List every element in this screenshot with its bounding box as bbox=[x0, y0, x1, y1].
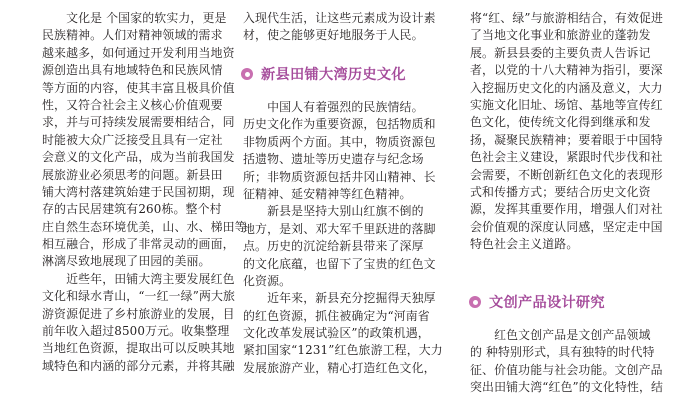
text-line: 征精神、延安精神等红色精神。 bbox=[243, 186, 412, 201]
text-line: 括遗物、遗址等历史遗存与纪念场 bbox=[243, 152, 424, 167]
text-line: 文化改革发展试验区”的政策机遇， bbox=[243, 326, 430, 341]
text-line: 中国人有着强烈的民族情结。 bbox=[243, 100, 424, 114]
text-line: 相互融合，形成了非常灵动的画面， bbox=[42, 237, 235, 252]
text-line: 近些年，田铺大湾主要发展红色 bbox=[42, 271, 235, 286]
text-line: 近年来，新县充分挖掘得天独厚 bbox=[243, 291, 436, 306]
text-line: 入现代生活，让这些元素成为设计素 bbox=[243, 11, 436, 25]
text-line: 特色社会主义道路。 bbox=[470, 237, 579, 252]
column-3-top-text bbox=[470, 10, 679, 253]
text-line: 当地红色资源，提取出可以反映其地 bbox=[42, 341, 235, 356]
text-line: 会意义的文化产品，成为当前我国发 bbox=[42, 150, 235, 165]
text-line: 源创造出具有地域特色和民族风情 bbox=[42, 63, 223, 78]
text-line: 文化和绿水青山，“一红一绿”两大旅 bbox=[42, 289, 236, 304]
text-line: 者，以党的十八大精神为指引，要深 bbox=[470, 63, 663, 78]
text-line: 性，又符合社会主义核心价值观要 bbox=[42, 97, 223, 112]
text-line: 前年收入超过8500万元。收集整理 bbox=[42, 324, 230, 339]
column-2-body bbox=[243, 99, 445, 377]
text-line: 征、价值功能与社会功能。文创产品 bbox=[470, 362, 663, 377]
text-line: 了当地文化事业和旅游业的蓬勃发 bbox=[470, 28, 651, 43]
column-2 bbox=[243, 10, 445, 45]
text-line: 时能被大众广泛接受且具有一定社 bbox=[42, 132, 223, 147]
text-line: 红色文创产品是文创产品领域 bbox=[470, 328, 651, 342]
text-line: 历史文化作为重要资源，包括物质和 bbox=[243, 117, 436, 132]
text-line: 突出田铺大湾“红色”的文化特性，结 bbox=[470, 380, 664, 395]
text-line: 扬，凝聚民族精神；要着眼于中国特 bbox=[470, 132, 663, 147]
text-line: 式和传播方式；要结合历史文化资 bbox=[470, 184, 651, 199]
text-line: 新县是坚持大别山红旗不倒的 bbox=[243, 204, 424, 219]
text-line: 文化是 个国家的软实力，更是 bbox=[42, 11, 227, 25]
text-line: 的 种特别形式，具有独特的时代特 bbox=[470, 345, 655, 360]
text-line: 所；非物质资源包括井冈山精神、长 bbox=[243, 169, 436, 184]
text-line: 淋漓尽致地展现了田园的美丽。 bbox=[42, 254, 211, 269]
text-line: 庄自然生态环境优美，山、水、梯田等 bbox=[42, 219, 247, 234]
text-line: 求，并与可持续发展需要相结合，同 bbox=[42, 115, 235, 130]
text-line: 紧扣国家“1231”红色旅游工程，大力 bbox=[243, 343, 443, 358]
column-1 bbox=[42, 10, 247, 375]
text-line: 地方，是刘、邓大军千里跃进的落脚 bbox=[243, 221, 436, 236]
text-line: 会价值观的深度认同感，坚定走中国 bbox=[470, 219, 663, 234]
text-line: 展旅游业必须思考的问题。新县田 bbox=[42, 167, 223, 182]
text-line: 游资源促进了乡村旅游业的发展，目 bbox=[42, 306, 235, 321]
text-line: 发展旅游产业，精心打造红色文化， bbox=[243, 360, 436, 375]
text-line: 入挖掘历史文化的内涵及意义，大力 bbox=[470, 80, 663, 95]
text-line: 源，发挥其重要作用，增强人们对社 bbox=[470, 202, 663, 217]
text-line: 展。新县县委的主要负责人告诉记 bbox=[470, 45, 651, 60]
text-line: 的文化底蕴，也留下了宝贵的红色文 bbox=[243, 256, 436, 271]
text-line: 越来越多，如何通过开发利用当地资 bbox=[42, 45, 235, 60]
column-3-body bbox=[470, 327, 679, 397]
section-heading-history bbox=[241, 64, 406, 84]
text-line: 等方面的内容，使其丰富且极具价值 bbox=[42, 80, 235, 95]
text-line: 实施文化旧址、场馆、基地等宣传红 bbox=[470, 97, 663, 112]
column-3-body-text bbox=[470, 327, 679, 397]
column-2-body-text bbox=[243, 99, 445, 377]
text-line: 存的古民居建筑有260栋。整个村 bbox=[42, 202, 222, 217]
circle-bullet-icon bbox=[469, 296, 481, 308]
text-line: 色社会主义建设，紧跟时代步伐和社 bbox=[470, 150, 663, 165]
column-1-text bbox=[42, 10, 247, 375]
section-heading-design-text: 文创产品设计研究 bbox=[489, 295, 605, 311]
text-line: 点。历史的沉淀给新县带来了深厚 bbox=[243, 239, 424, 254]
text-line: 会需要，不断创新红色文化的表现形 bbox=[470, 167, 663, 182]
text-line: 的红色资源，抓住被确定为“河南省 bbox=[243, 308, 430, 323]
text-line: 民族精神。人们对精神领域的需求 bbox=[42, 28, 223, 43]
text-line: 非物质两个方面。其中，物质资源包 bbox=[243, 134, 436, 149]
section-heading-design bbox=[469, 292, 605, 312]
text-line: 色文化，使传统文化得到继承和发 bbox=[470, 115, 651, 130]
text-line: 将“红、绿”与旅游相结合，有效促进 bbox=[470, 11, 664, 25]
text-line: 域特色和内涵的部分元素，并将其融 bbox=[42, 358, 235, 373]
text-line: 铺大湾村落建筑始建于民国初期，现 bbox=[42, 184, 235, 199]
column-2-top-text bbox=[243, 10, 445, 45]
circle-bullet-icon bbox=[241, 68, 253, 80]
section-heading-history-text: 新县田铺大湾历史文化 bbox=[261, 67, 406, 83]
text-line: 化资源。 bbox=[243, 273, 292, 288]
text-line: 材，使之能够更好地服务于人民。 bbox=[243, 28, 424, 43]
column-3 bbox=[470, 10, 679, 253]
